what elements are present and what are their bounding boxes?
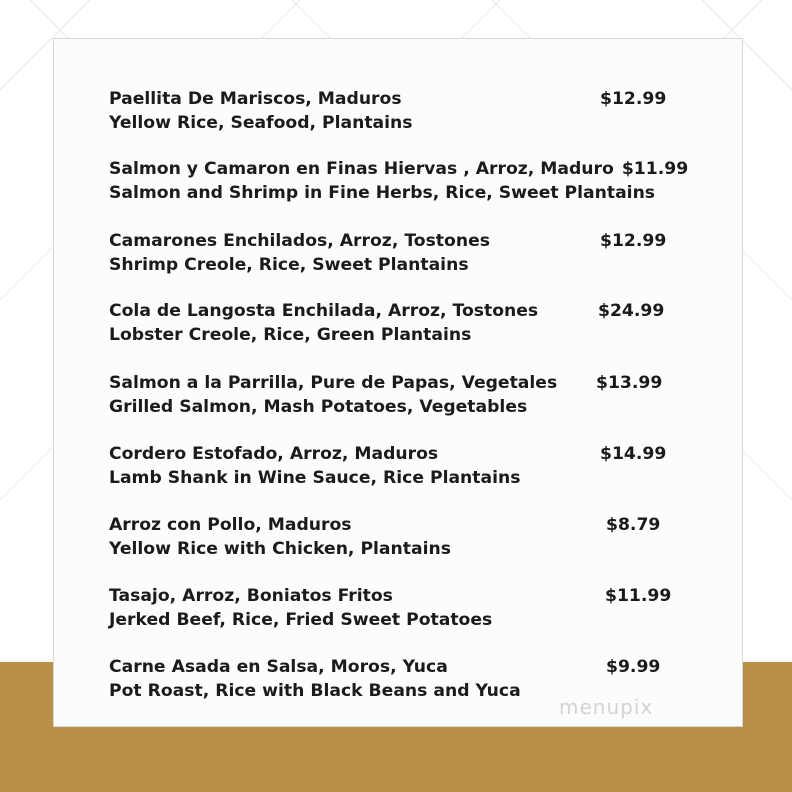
item-spanish-name: Carne Asada en Salsa, Moros, Yuca: [109, 657, 448, 677]
item-spanish-line: [109, 157, 719, 181]
menupix-watermark: menupix: [559, 695, 654, 719]
item-spanish-name: Salmon a la Parrilla, Pure de Papas, Vegetales: [109, 373, 558, 393]
item-spanish-name: Cola de Langosta Enchilada, Arroz, Tostones: [109, 301, 539, 321]
menu-item: [109, 299, 719, 347]
item-spanish-name: Camarones Enchilados, Arroz, Tostones: [109, 231, 490, 251]
item-spanish-name: Paellita De Mariscos, Maduros: [109, 89, 402, 109]
item-spanish-name: Cordero Estofado, Arroz, Maduros: [109, 444, 439, 464]
menu-item: [109, 442, 719, 490]
item-spanish-name: Salmon y Camaron en Finas Hiervas , Arroz, Maduro: [109, 159, 614, 179]
menu-item: [109, 371, 719, 419]
item-price: $12.99: [600, 231, 667, 251]
item-english-description: Jerked Beef, Rice, Fried Sweet Potatoes: [109, 610, 493, 630]
menu-item: [109, 229, 719, 277]
item-price: $8.79: [606, 515, 661, 535]
item-english-description: Yellow Rice, Seafood, Plantains: [109, 113, 413, 133]
item-price: $9.99: [606, 657, 661, 677]
item-price: $11.99: [621, 159, 689, 179]
item-english-description: Yellow Rice with Chicken, Plantains: [109, 539, 451, 559]
menu-item: [109, 87, 719, 135]
menu-card: [53, 38, 743, 727]
item-english-description: Grilled Salmon, Mash Potatoes, Vegetables: [109, 397, 528, 417]
item-price: $12.99: [600, 89, 667, 109]
item-spanish-name: Tasajo, Arroz, Boniatos Fritos: [109, 586, 393, 606]
item-price: $13.99: [596, 373, 663, 393]
item-english-description: Shrimp Creole, Rice, Sweet Plantains: [109, 255, 469, 275]
item-english-description: Pot Roast, Rice with Black Beans and Yuca: [109, 681, 521, 701]
item-english-description: Lamb Shank in Wine Sauce, Rice Plantains: [109, 468, 521, 488]
item-price: $11.99: [605, 586, 672, 606]
menu-item: [109, 513, 719, 561]
item-english-description: Salmon and Shrimp in Fine Herbs, Rice, Sweet Plantains: [109, 183, 656, 203]
item-price: $14.99: [600, 444, 667, 464]
item-spanish-name: Arroz con Pollo, Maduros: [109, 515, 352, 535]
menu-item: [109, 584, 719, 632]
menu-item: [109, 157, 719, 205]
item-english-description: Lobster Creole, Rice, Green Plantains: [109, 325, 472, 345]
item-price: $24.99: [598, 301, 665, 321]
